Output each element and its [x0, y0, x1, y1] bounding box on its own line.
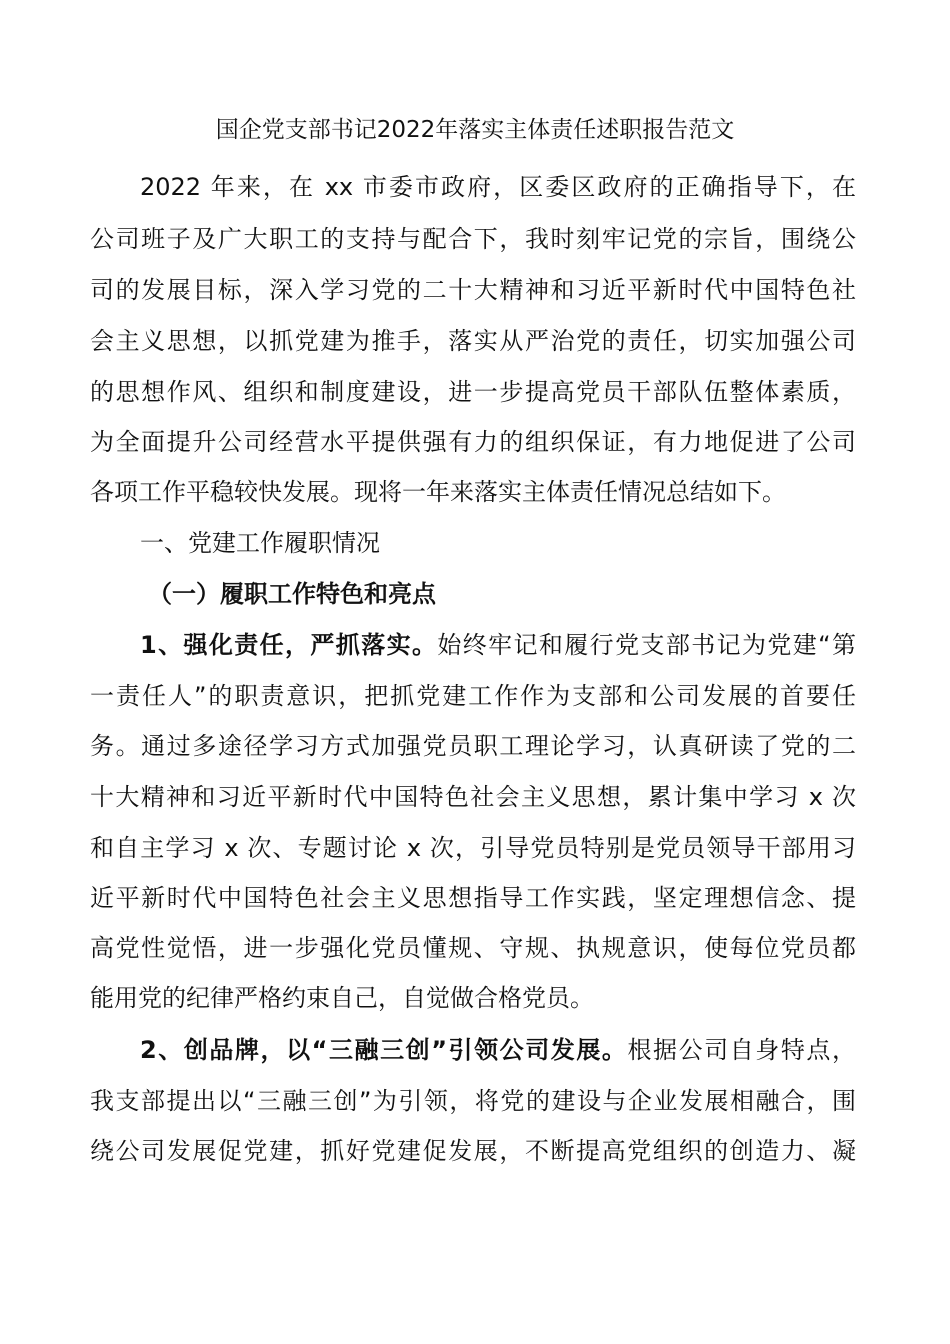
- paragraph-line: 十大精神和习近平新时代中国特色社会主义思想，累计集中学习 x 次: [90, 783, 856, 811]
- paragraph-line: 各项工作平稳较快发展。现将一年来落实主体责任情况总结如下。: [90, 478, 786, 506]
- paragraph-line: 近平新时代中国特色社会主义思想指导工作实践，坚定理想信念、提: [90, 884, 856, 912]
- paragraph-line: 一责任人”的职责意识，把抓党建工作作为支部和公司发展的首要任: [90, 682, 856, 710]
- paragraph-line: 和自主学习 x 次、专题讨论 x 次，引导党员特别是党员领导干部用习: [90, 834, 856, 862]
- paragraph-line: 会主义思想，以抓党建为推手，落实从严治党的责任，切实加强公司: [90, 327, 856, 355]
- paragraph-line: 公司班子及广大职工的支持与配合下，我时刻牢记党的宗旨，围绕公: [90, 225, 856, 253]
- section-heading: 一、党建工作履职情况: [140, 529, 380, 557]
- paragraph-line: 我支部提出以“三融三创”为引领，将党的建设与企业发展相融合，围: [90, 1087, 856, 1115]
- paragraph-line: 高党性觉悟，进一步强化党员懂规、守规、执规意识，使每位党员都: [90, 934, 856, 962]
- paragraph-line: [140, 1033, 856, 1067]
- paragraph-text: 根据公司自身特点，: [627, 1036, 856, 1064]
- paragraph-line: 务。通过多途径学习方式加强党员职工理论学习，认真研读了党的二: [90, 732, 856, 760]
- paragraph-text: 始终牢记和履行党支部书记为党建“第: [437, 631, 856, 659]
- item-heading: 1、强化责任，严抓落实。: [140, 631, 438, 659]
- paragraph-line: 能用党的纪律严格约束自己，自觉做合格党员。: [90, 984, 594, 1012]
- subsection-heading: （一）履职工作特色和亮点: [148, 580, 436, 608]
- paragraph-line: 2022 年来，在 xx 市委市政府，区委区政府的正确指导下，在: [140, 173, 856, 201]
- paragraph-line: 为全面提升公司经营水平提供强有力的组织保证，有力地促进了公司: [90, 428, 856, 456]
- paragraph-line: 司的发展目标，深入学习党的二十大精神和习近平新时代中国特色社: [90, 276, 856, 304]
- paragraph-line: [140, 628, 856, 662]
- paragraph-line: 绕公司发展促党建，抓好党建促发展，不断提高党组织的创造力、凝: [90, 1137, 856, 1165]
- document-title: 国企党支部书记2022年落实主体责任述职报告范文: [215, 117, 735, 143]
- paragraph-line: 的思想作风、组织和制度建设，进一步提高党员干部队伍整体素质，: [90, 378, 856, 406]
- item-heading: 2、创品牌，以“三融三创”引领公司发展。: [140, 1036, 628, 1064]
